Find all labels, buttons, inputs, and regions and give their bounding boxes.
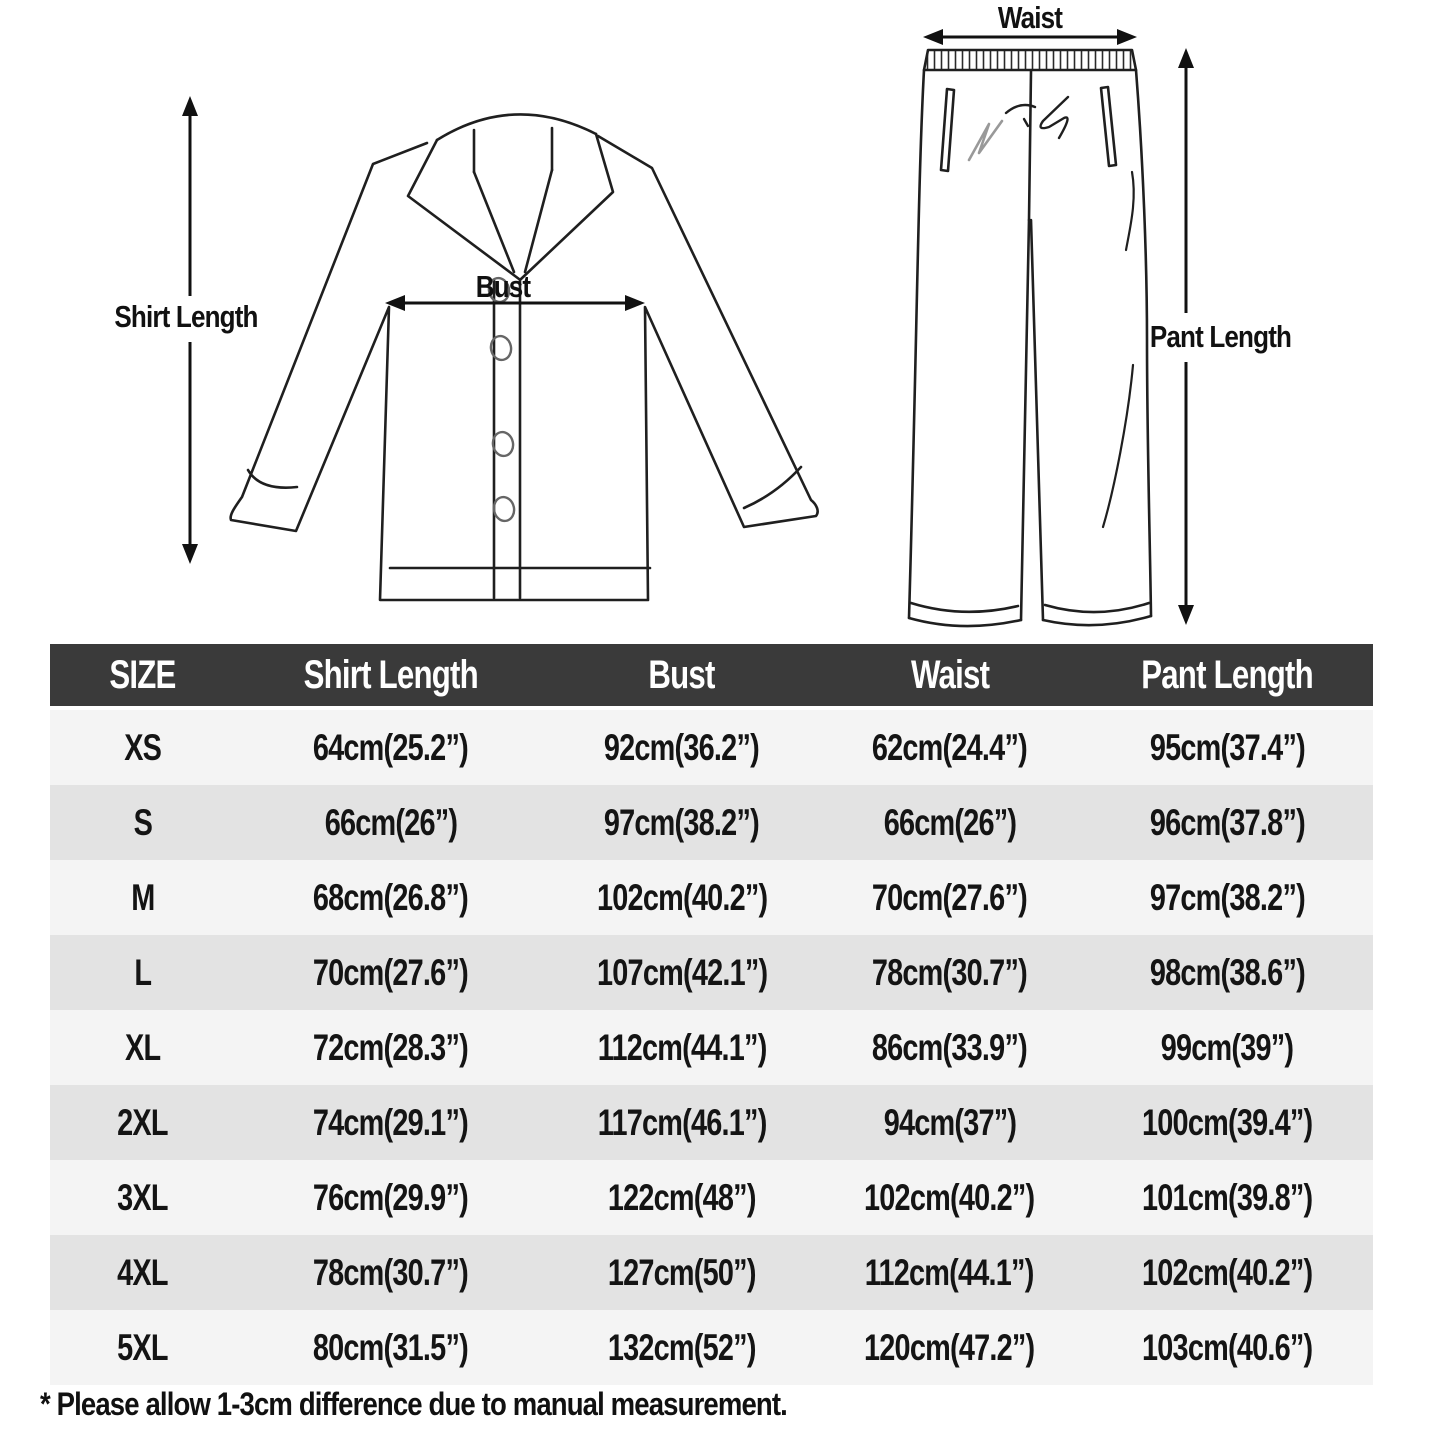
- shirt-drawing: [231, 114, 818, 600]
- cell-bust: [546, 785, 817, 860]
- measurement-footnote: * Please allow 1-3cm difference due to manual measurement.: [40, 1386, 787, 1422]
- shirt-length-value: 74cm(29.1”): [313, 1101, 469, 1143]
- cell-waist: [817, 1235, 1082, 1310]
- cell-size: [50, 1160, 235, 1235]
- header-bust-label: Bust: [648, 652, 715, 697]
- cell-waist: [817, 935, 1082, 1010]
- cell-waist: [817, 708, 1082, 785]
- cell-shirt-length: [235, 1010, 546, 1085]
- bust-value: 127cm(50”): [607, 1251, 756, 1293]
- cell-pant-length: [1082, 935, 1373, 1010]
- bust-value: 132cm(52”): [607, 1326, 756, 1368]
- pants-drawing: [909, 50, 1151, 626]
- pant-length-value: 96cm(37.8”): [1149, 801, 1305, 843]
- cell-pant-length: [1082, 1310, 1373, 1385]
- size-value: S: [133, 801, 152, 843]
- size-value: XL: [124, 1026, 161, 1068]
- waist-value: 62cm(24.4”): [872, 726, 1028, 768]
- cell-pant-length: [1082, 1235, 1373, 1310]
- size-value: L: [134, 951, 152, 993]
- cell-pant-length: [1082, 1010, 1373, 1085]
- pant-length-value: 97cm(38.2”): [1149, 876, 1305, 918]
- table-row-m: [50, 860, 1373, 935]
- cell-size: [50, 1310, 235, 1385]
- table-row-3xl: [50, 1160, 1373, 1235]
- cell-bust: [546, 1010, 817, 1085]
- cell-size: [50, 935, 235, 1010]
- waist-value: 66cm(26”): [883, 801, 1016, 843]
- cell-size: [50, 1235, 235, 1310]
- header-pant-length-label: Pant Length: [1141, 652, 1314, 697]
- bust-value: 107cm(42.1”): [596, 951, 767, 993]
- cell-shirt-length: [235, 1310, 546, 1385]
- shirt-length-value: 76cm(29.9”): [313, 1176, 469, 1218]
- table-row-xl: [50, 1010, 1373, 1085]
- shirt-length-value: 78cm(30.7”): [313, 1251, 469, 1293]
- table-row-s: [50, 785, 1373, 860]
- waist-value: 86cm(33.9”): [872, 1026, 1028, 1068]
- shirt-length-value: 70cm(27.6”): [313, 951, 469, 993]
- cell-bust: [546, 1310, 817, 1385]
- shirt-length-label: Shirt Length: [114, 299, 258, 334]
- cell-shirt-length: [235, 935, 546, 1010]
- cell-bust: [546, 708, 817, 785]
- size-value: 4XL: [117, 1251, 168, 1293]
- pant-length-value: 103cm(40.6”): [1142, 1326, 1313, 1368]
- bust-value: 92cm(36.2”): [604, 726, 760, 768]
- size-value: 5XL: [117, 1326, 168, 1368]
- cell-bust: [546, 860, 817, 935]
- table-row-4xl: [50, 1235, 1373, 1310]
- size-value: XS: [124, 726, 162, 768]
- cell-bust: [546, 1160, 817, 1235]
- pant-length-value: 100cm(39.4”): [1142, 1101, 1313, 1143]
- waist-value: 102cm(40.2”): [864, 1176, 1035, 1218]
- size-value: M: [130, 876, 155, 918]
- header-bust: [546, 644, 817, 708]
- header-waist-label: Waist: [910, 652, 989, 697]
- cell-pant-length: [1082, 708, 1373, 785]
- cell-pant-length: [1082, 1160, 1373, 1235]
- shirt-length-value: 80cm(31.5”): [313, 1326, 469, 1368]
- cell-pant-length: [1082, 785, 1373, 860]
- waist-value: 112cm(44.1”): [865, 1251, 1034, 1293]
- header-waist: [817, 644, 1082, 708]
- size-table-header: [50, 644, 1373, 708]
- header-shirt-length: [235, 644, 546, 708]
- bust-value: 122cm(48”): [607, 1176, 756, 1218]
- waist-value: 78cm(30.7”): [872, 951, 1028, 993]
- cell-pant-length: [1082, 1085, 1373, 1160]
- cell-size: [50, 1085, 235, 1160]
- shirt-length-value: 64cm(25.2”): [313, 726, 469, 768]
- cell-shirt-length: [235, 1085, 546, 1160]
- cell-size: [50, 785, 235, 860]
- size-table: [50, 644, 1373, 1385]
- cell-waist: [817, 1160, 1082, 1235]
- cell-pant-length: [1082, 860, 1373, 935]
- table-row-xs: [50, 708, 1373, 785]
- table-row-2xl: [50, 1085, 1373, 1160]
- pant-length-value: 102cm(40.2”): [1142, 1251, 1313, 1293]
- table-row-l: [50, 935, 1373, 1010]
- cell-shirt-length: [235, 1235, 546, 1310]
- bust-value: 117cm(46.1”): [597, 1101, 767, 1143]
- cell-waist: [817, 785, 1082, 860]
- cell-shirt-length: [235, 785, 546, 860]
- pant-length-value: 99cm(39”): [1161, 1026, 1294, 1068]
- pant-length-value: 101cm(39.8”): [1142, 1176, 1313, 1218]
- cell-size: [50, 860, 235, 935]
- shirt-length-value: 66cm(26”): [324, 801, 457, 843]
- waist-value: 70cm(27.6”): [872, 876, 1028, 918]
- bust-value: 102cm(40.2”): [596, 876, 767, 918]
- cell-shirt-length: [235, 1160, 546, 1235]
- pant-length-label: Pant Length: [1149, 319, 1292, 354]
- cell-waist: [817, 1085, 1082, 1160]
- cell-size: [50, 708, 235, 785]
- shirt-length-value: 72cm(28.3”): [313, 1026, 469, 1068]
- bust-value: 112cm(44.1”): [597, 1026, 767, 1068]
- cell-waist: [817, 1310, 1082, 1385]
- pant-length-value: 95cm(37.4”): [1149, 726, 1305, 768]
- header-shirt-length-label: Shirt Length: [303, 652, 478, 697]
- table-row-5xl: [50, 1310, 1373, 1385]
- cell-bust: [546, 1085, 817, 1160]
- header-size: [50, 644, 235, 708]
- cell-waist: [817, 860, 1082, 935]
- cell-bust: [546, 935, 817, 1010]
- shirt-length-value: 68cm(26.8”): [313, 876, 469, 918]
- cell-size: [50, 1010, 235, 1085]
- size-value: 2XL: [117, 1101, 168, 1143]
- cell-waist: [817, 1010, 1082, 1085]
- waist-label: Waist: [997, 0, 1063, 35]
- header-row: [50, 644, 1373, 708]
- bust-label: Bust: [475, 269, 531, 304]
- header-size-label: SIZE: [109, 652, 176, 697]
- waist-value: 94cm(37”): [883, 1101, 1016, 1143]
- cell-bust: [546, 1235, 817, 1310]
- header-pant-length: [1082, 644, 1373, 708]
- waist-value: 120cm(47.2”): [864, 1326, 1035, 1368]
- size-value: 3XL: [117, 1176, 168, 1218]
- pant-length-value: 98cm(38.6”): [1149, 951, 1305, 993]
- bust-value: 97cm(38.2”): [604, 801, 760, 843]
- cell-shirt-length: [235, 860, 546, 935]
- cell-shirt-length: [235, 708, 546, 785]
